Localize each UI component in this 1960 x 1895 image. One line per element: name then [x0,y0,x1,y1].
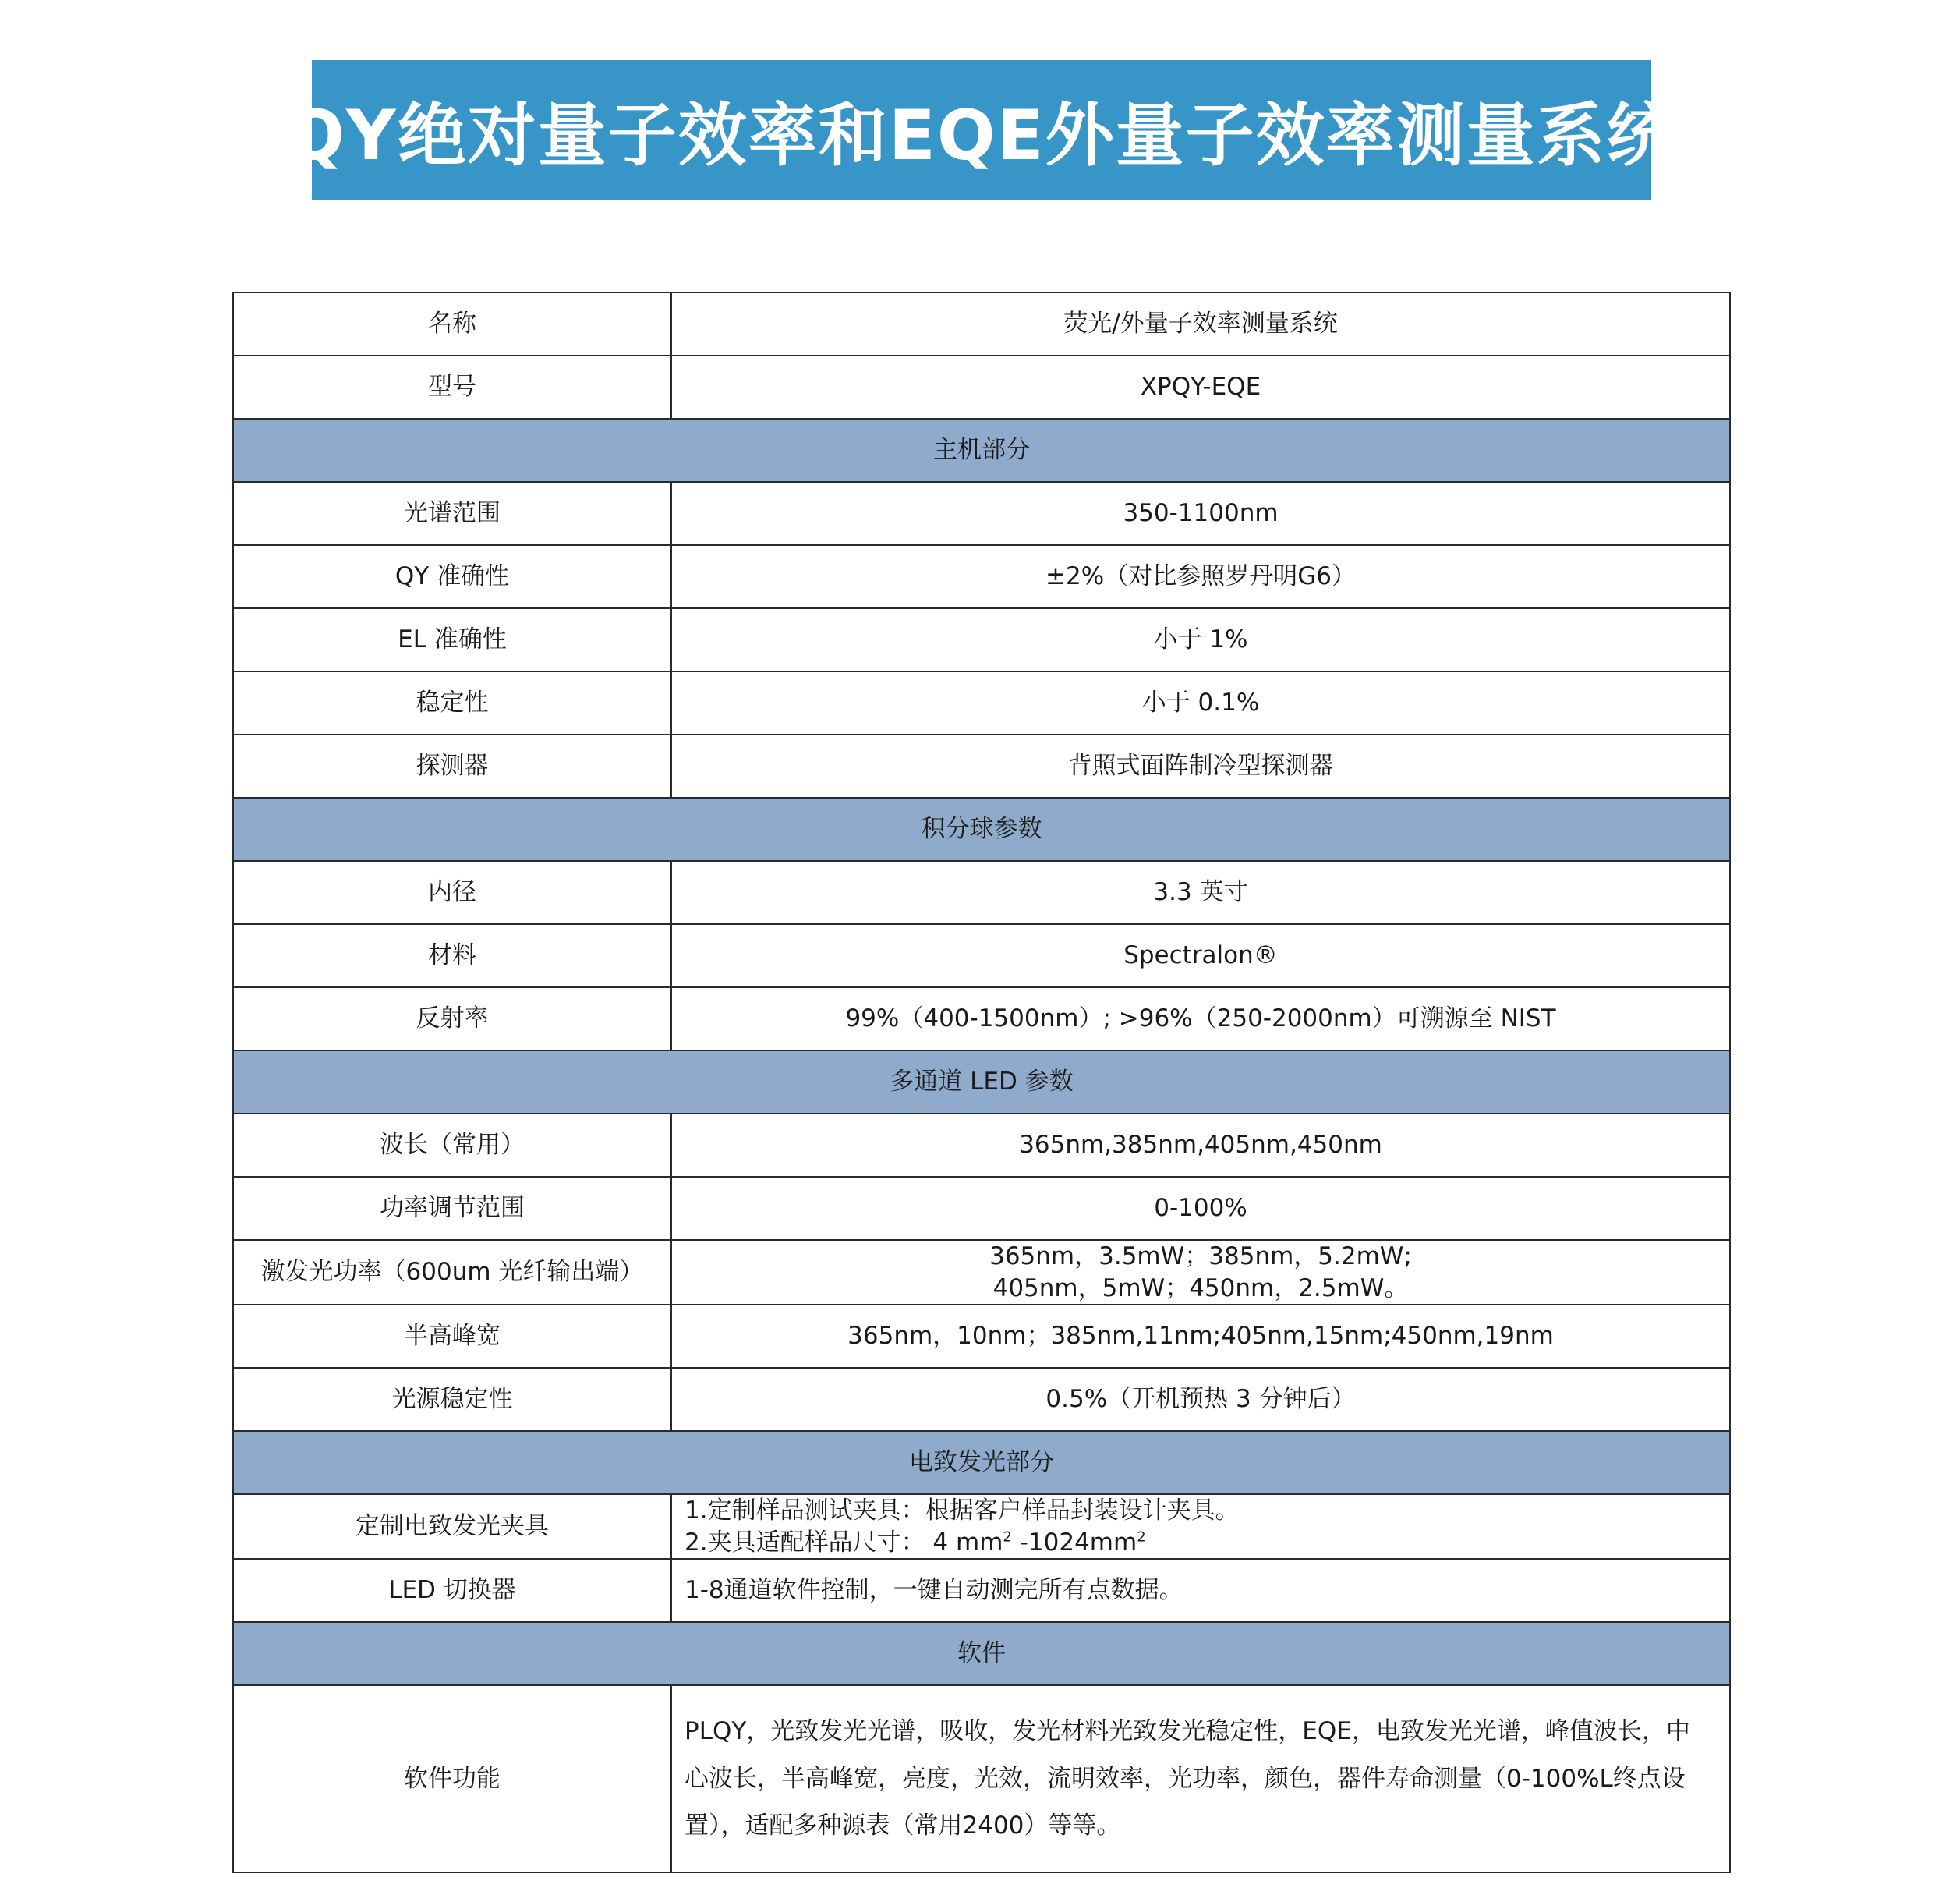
row-label: 光源稳定性 [233,1368,671,1431]
table-row-model [233,356,1730,419]
table-row-software-functions [233,1685,1730,1872]
row-label: 型号 [233,356,671,419]
row-label: 功率调节范围 [233,1177,671,1240]
value-line-1: 365nm，3.5mW；385nm，5.2mW; [989,1242,1412,1271]
row-label: 定制电致发光夹具 [233,1494,671,1559]
table-row-material [233,924,1730,987]
row-label: EL 准确性 [233,608,671,671]
value-line-2 [685,1527,1718,1558]
row-value: XPQY-EQE [671,356,1730,419]
table-row-power-range [233,1177,1730,1240]
row-label: 波长（常用） [233,1114,671,1177]
row-value: Spectralon® [671,924,1730,987]
table-row-reflectance [233,987,1730,1050]
row-value: 3.3 英寸 [671,861,1730,924]
table-row-wavelength [233,1114,1730,1177]
table-row-excitation-power [233,1240,1730,1305]
row-value: 365nm，10nm；385nm,11nm;405nm,15nm;450nm,19nm [671,1305,1730,1368]
row-label: 软件功能 [233,1685,671,1872]
section-title: 软件 [233,1622,1730,1685]
row-value: 0.5%（开机预热 3 分钟后） [671,1368,1730,1431]
row-label: 反射率 [233,987,671,1050]
section-header-host [233,419,1730,482]
table-row-stability [233,671,1730,735]
section-header-software [233,1622,1730,1685]
row-value: 荧光/外量子效率测量系统 [671,292,1730,356]
value-line-1: 1.定制样品测试夹具：根据客户样品封装设计夹具。 [685,1497,1240,1525]
title-banner [286,60,1677,200]
section-header-led [233,1050,1730,1114]
row-label: 半高峰宽 [233,1305,671,1368]
row-value: 365nm,385nm,405nm,450nm [671,1114,1730,1177]
line-2-prefix: 2.夹具适配样品尺寸： 4 mm [685,1528,1003,1557]
line-2-mid: -1024mm [1011,1528,1137,1557]
value-line-2: 405nm，5mW；450nm，2.5mW。 [992,1273,1409,1302]
spec-table [232,292,1731,1873]
section-title: 电致发光部分 [233,1431,1730,1494]
row-value: 350-1100nm [671,482,1730,545]
table-row-el-fixture [233,1494,1730,1559]
section-header-sphere [233,798,1730,861]
row-value: 小于 0.1% [671,671,1730,735]
table-row-fwhm [233,1305,1730,1368]
row-label: 内径 [233,861,671,924]
row-label: 稳定性 [233,671,671,735]
row-label: LED 切换器 [233,1559,671,1622]
section-title: 积分球参数 [233,798,1730,861]
table-row-qy-accuracy [233,545,1730,608]
superscript-2: 2 [1003,1528,1012,1546]
row-value: 0-100% [671,1177,1730,1240]
table-row-source-stability [233,1368,1730,1431]
row-value: ±2%（对比参照罗丹明G6） [671,545,1730,608]
row-label: 光谱范围 [233,482,671,545]
table-row-spectral-range [233,482,1730,545]
table-row-el-accuracy [233,608,1730,671]
row-label: 名称 [233,292,671,356]
section-header-el [233,1431,1730,1494]
table-row-name [233,292,1730,356]
section-title: 主机部分 [233,419,1730,482]
row-value: 背照式面阵制冷型探测器 [671,735,1730,798]
row-value: PLQY，光致发光光谱，吸收，发光材料光致发光稳定性，EQE，电致发光光谱，峰值波长，中心波长，半高峰宽，亮度，光效，流明效率，光功率，颜色，器件寿命测量（0-100%L终点设置），适配多种源表（常用2400）等等。 [671,1685,1730,1872]
superscript-2b: 2 [1137,1528,1146,1546]
page-title: QY绝对量子效率和EQE外量子效率测量系统 [286,95,1677,175]
row-label: 激发光功率（600um 光纤输出端） [233,1240,671,1305]
table-row-led-switch [233,1559,1730,1622]
row-value: 1-8通道软件控制，一键自动测完所有点数据。 [671,1559,1730,1622]
section-title: 多通道 LED 参数 [233,1050,1730,1114]
row-value [671,1240,1730,1305]
row-label: QY 准确性 [233,545,671,608]
row-label: 材料 [233,924,671,987]
row-value [671,1494,1730,1559]
row-value: 99%（400-1500nm）; >96%（250-2000nm）可溯源至 NIST [671,987,1730,1050]
table-row-inner-diameter [233,861,1730,924]
row-label: 探测器 [233,735,671,798]
row-value: 小于 1% [671,608,1730,671]
table-row-detector [233,735,1730,798]
